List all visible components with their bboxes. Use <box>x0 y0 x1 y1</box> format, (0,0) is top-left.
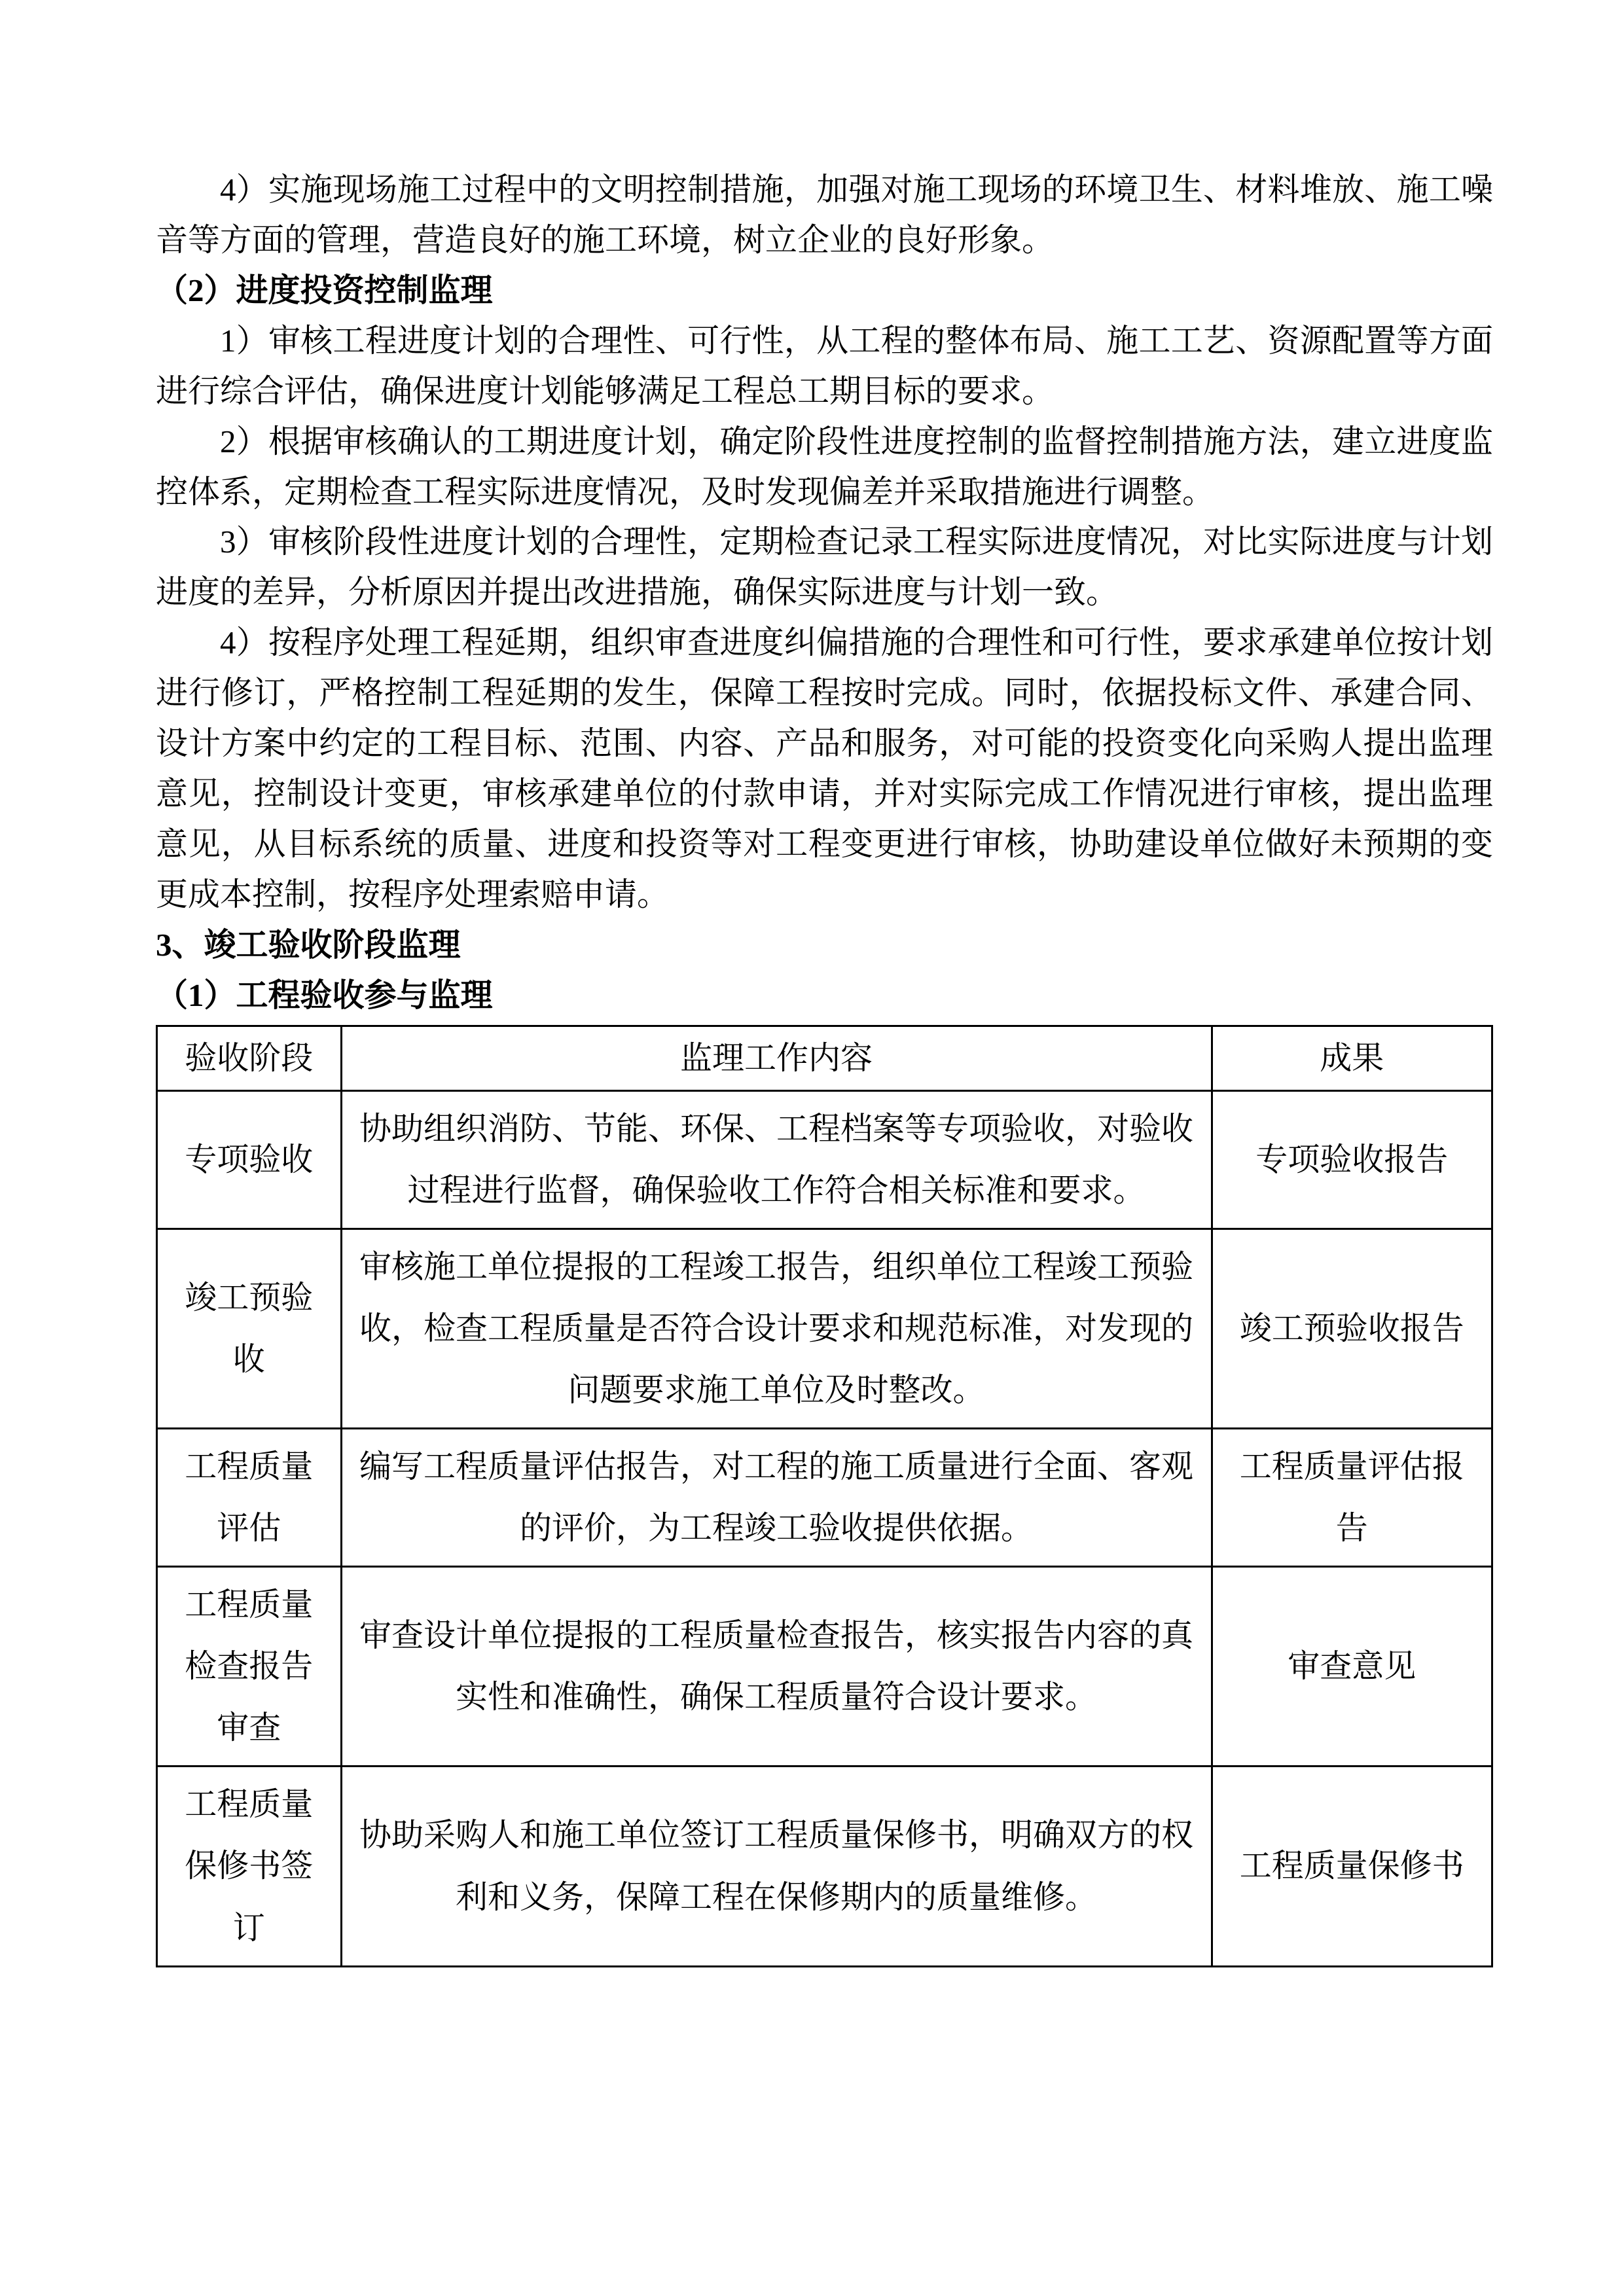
table-header-row <box>157 1026 1492 1090</box>
header-cell-result: 成果 <box>1212 1026 1492 1090</box>
paragraph: 1）审核工程进度计划的合理性、可行性，从工程的整体布局、施工工艺、资源配置等方面进行综合评估，确保进度计划能够满足工程总工期目标的要求。 <box>156 322 1493 409</box>
table-row <box>157 1090 1492 1229</box>
stage-cell: 工程质量评估 <box>157 1429 342 1567</box>
stage-cell: 专项验收 <box>157 1090 342 1229</box>
table-row <box>157 1229 1492 1428</box>
table-row <box>157 1767 1492 1966</box>
paragraph: 2）根据审核确认的工期进度计划，确定阶段性进度控制的监督控制措施方法，建立进度监控体系，定期检查工程实际进度情况，及时发现偏差并采取措施进行调整。 <box>156 423 1493 510</box>
paragraph: 3）审核阶段性进度计划的合理性，定期检查记录工程实际进度情况，对比实际进度与计划进度的差异，分析原因并提出改进措施，确保实际进度与计划一致。 <box>156 524 1493 611</box>
paragraph: 4）按程序处理工程延期，组织审查进度纠偏措施的合理性和可行性，要求承建单位按计划进行修订，严格控制工程延期的发生，保障工程按时完成。同时，依据投标文件、承建合同、设计方案中约定的工程目标、范围、内容、产品和服务，对可能的投资变化向采购人提出监理意见，控制设计变更，审核承建单位的付款申请，并对实际完成工作情况进行审核，提出监理意见，从目标系统的质量、进度和投资等对工程变更进行审核，协助建设单位做好未预期的变更成本控制，按程序处理索赔申请。 <box>156 624 1493 912</box>
result-cell: 工程质量保修书 <box>1212 1767 1492 1966</box>
content-cell: 审核施工单位提报的工程竣工报告，组织单位工程竣工预验收，检查工程质量是否符合设计要求和规范标准，对发现的问题要求施工单位及时整改。 <box>341 1229 1212 1428</box>
result-cell: 审查意见 <box>1212 1567 1492 1767</box>
result-cell: 专项验收报告 <box>1212 1090 1492 1229</box>
section-heading-progress-investment: （2）进度投资控制监理 <box>156 272 493 308</box>
acceptance-table <box>156 1025 1493 1967</box>
stage-cell: 竣工预验收 <box>157 1229 342 1428</box>
content-cell: 协助采购人和施工单位签订工程质量保修书，明确双方的权利和义务，保障工程在保修期内的质量维修。 <box>341 1767 1212 1966</box>
stage-cell: 工程质量保修书签订 <box>157 1767 342 1966</box>
stage-cell: 工程质量检查报告审查 <box>157 1567 342 1767</box>
result-cell: 工程质量评估报告 <box>1212 1429 1492 1567</box>
section-heading-completion-acceptance: 3、竣工验收阶段监理 <box>156 926 461 963</box>
content-cell: 审查设计单位提报的工程质量检查报告，核实报告内容的真实性和准确性，确保工程质量符合设计要求。 <box>341 1567 1212 1767</box>
content-cell: 协助组织消防、节能、环保、工程档案等专项验收，对验收过程进行监督，确保验收工作符合相关标准和要求。 <box>341 1090 1212 1229</box>
paragraph: 4）实施现场施工过程中的文明控制措施，加强对施工现场的环境卫生、材料堆放、施工噪音等方面的管理，营造良好的施工环境，树立企业的良好形象。 <box>156 171 1493 258</box>
section-heading-acceptance-participation: （1）工程验收参与监理 <box>156 977 493 1013</box>
header-cell-stage: 验收阶段 <box>157 1026 342 1090</box>
header-cell-content: 监理工作内容 <box>341 1026 1212 1090</box>
table-row <box>157 1567 1492 1767</box>
content-cell: 编写工程质量评估报告，对工程的施工质量进行全面、客观的评价，为工程竣工验收提供依据。 <box>341 1429 1212 1567</box>
table-row <box>157 1429 1492 1567</box>
result-cell: 竣工预验收报告 <box>1212 1229 1492 1428</box>
